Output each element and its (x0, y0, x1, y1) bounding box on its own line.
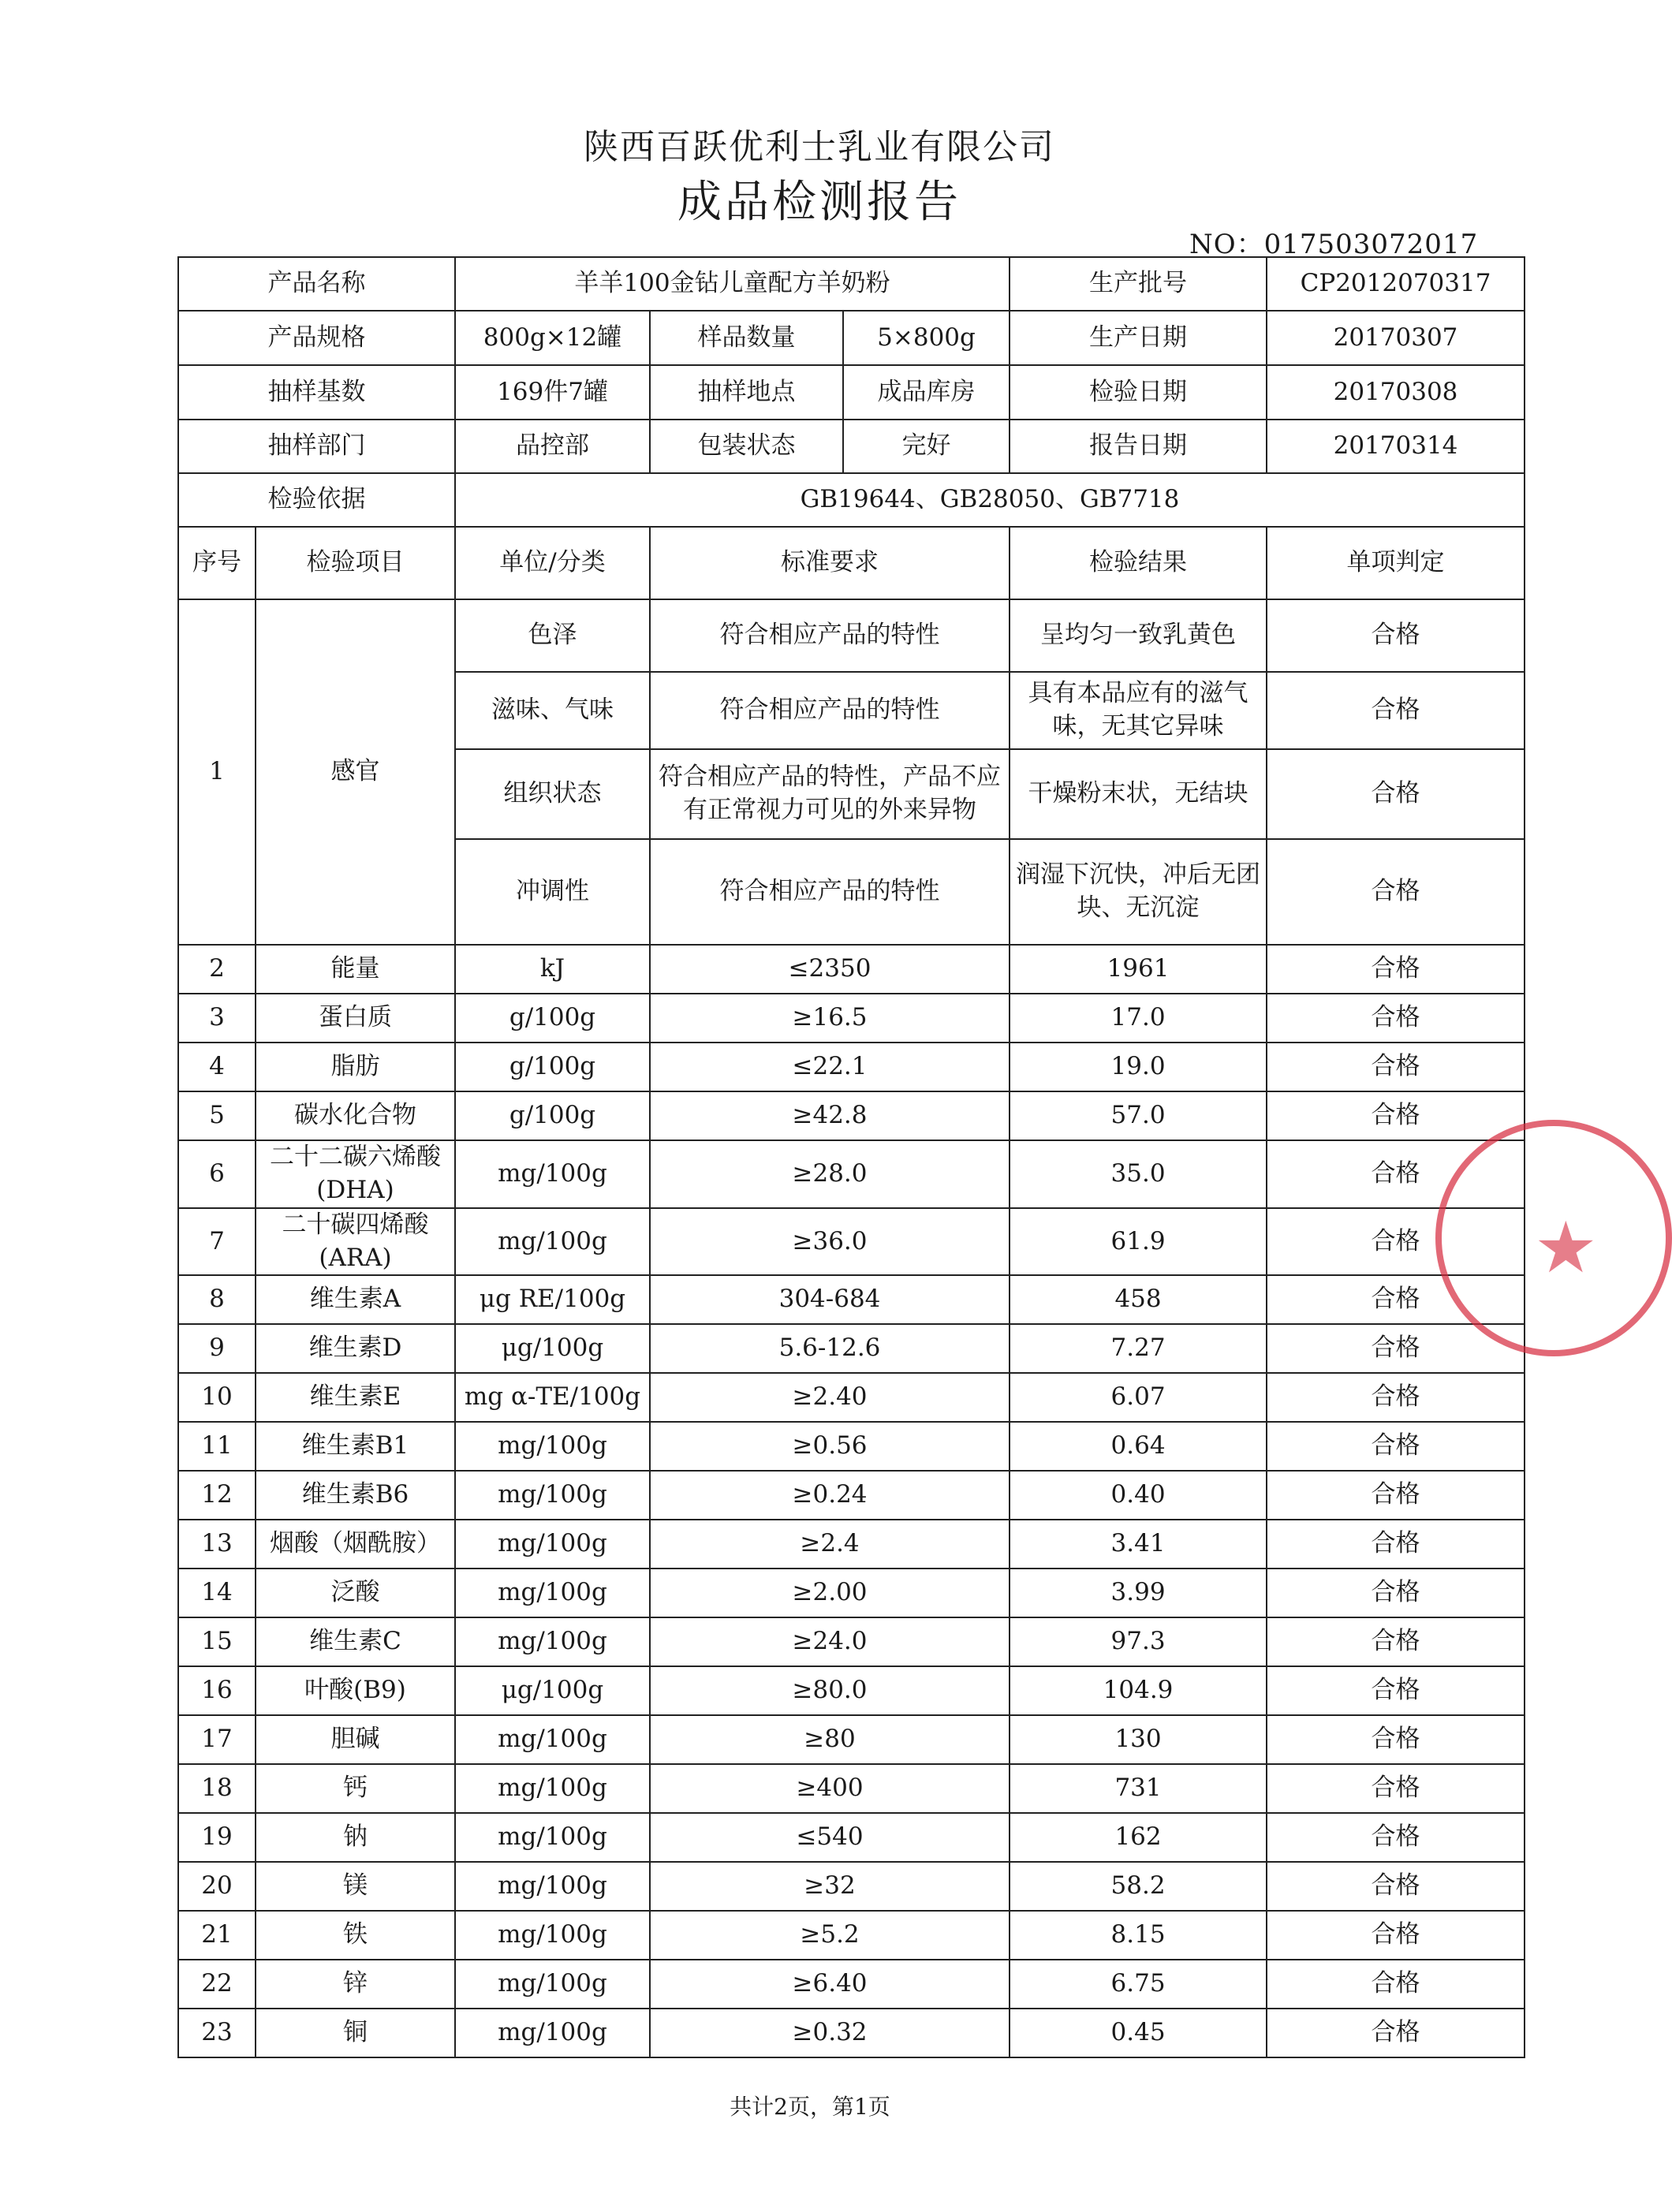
prod-date-label: 生产日期 (1010, 311, 1267, 365)
row-standard: ≥2.40 (650, 1373, 1010, 1422)
row-result: 17.0 (1010, 994, 1267, 1043)
sensory-cat: 滋味、气味 (455, 672, 650, 749)
table-row (178, 1960, 1525, 2009)
info-row-1 (178, 257, 1525, 311)
row-item: 维生素A (256, 1275, 455, 1324)
row-judgement: 合格 (1267, 2009, 1525, 2057)
row-no: 3 (178, 994, 256, 1043)
row-result: 3.41 (1010, 1520, 1267, 1569)
row-item: 维生素C (256, 1617, 455, 1666)
row-result: 6.75 (1010, 1960, 1267, 2009)
column-header-row (178, 527, 1525, 599)
row-item: 脂肪 (256, 1043, 455, 1091)
sensory-judge: 合格 (1267, 672, 1525, 749)
col-no: 序号 (178, 527, 256, 599)
row-result: 57.0 (1010, 1091, 1267, 1140)
row-standard: ≥28.0 (650, 1140, 1010, 1208)
row-standard: ≤540 (650, 1813, 1010, 1862)
row-no: 7 (178, 1208, 256, 1276)
row-no: 18 (178, 1764, 256, 1813)
spec-value: 800g×12罐 (455, 311, 650, 365)
report-table (177, 256, 1525, 2058)
table-row (178, 1043, 1525, 1091)
row-item: 钙 (256, 1764, 455, 1813)
row-unit: mg/100g (455, 1960, 650, 2009)
row-result: 58.2 (1010, 1862, 1267, 1911)
location-label: 抽样地点 (650, 365, 843, 420)
sensory-std: 符合相应产品的特性 (650, 599, 1010, 672)
row-item: 维生素B6 (256, 1471, 455, 1520)
row-unit: mg/100g (455, 1208, 650, 1276)
table-row (178, 1373, 1525, 1422)
table-row (178, 1813, 1525, 1862)
row-unit: mg/100g (455, 1520, 650, 1569)
row-standard: ≥2.00 (650, 1569, 1010, 1617)
dept-value: 品控部 (455, 420, 650, 473)
row-no: 9 (178, 1324, 256, 1373)
sample-qty-label: 样品数量 (650, 311, 843, 365)
row-no: 15 (178, 1617, 256, 1666)
row-no: 20 (178, 1862, 256, 1911)
row-judgement: 合格 (1267, 1617, 1525, 1666)
row-item: 烟酸（烟酰胺） (256, 1520, 455, 1569)
spec-label: 产品规格 (178, 311, 455, 365)
row-standard: ≥24.0 (650, 1617, 1010, 1666)
row-item: 碳水化合物 (256, 1091, 455, 1140)
row-unit: mg/100g (455, 1911, 650, 1960)
row-standard: ≥0.56 (650, 1422, 1010, 1471)
row-no: 6 (178, 1140, 256, 1208)
basis-label: 检验依据 (178, 473, 455, 527)
row-result: 35.0 (1010, 1140, 1267, 1208)
row-unit: μg/100g (455, 1666, 650, 1715)
row-item: 二十碳四烯酸(ARA) (256, 1208, 455, 1276)
col-unit: 单位/分类 (455, 527, 650, 599)
row-judgement: 合格 (1267, 1422, 1525, 1471)
row-judgement: 合格 (1267, 945, 1525, 994)
sensory-judge: 合格 (1267, 749, 1525, 839)
row-result: 104.9 (1010, 1666, 1267, 1715)
info-row-2 (178, 311, 1525, 365)
row-standard: 5.6-12.6 (650, 1324, 1010, 1373)
row-unit: mg/100g (455, 1422, 650, 1471)
row-result: 0.64 (1010, 1422, 1267, 1471)
row-item: 维生素D (256, 1324, 455, 1373)
row-unit: mg/100g (455, 1764, 650, 1813)
package-value: 完好 (843, 420, 1010, 473)
row-standard: ≥6.40 (650, 1960, 1010, 2009)
table-row (178, 1275, 1525, 1324)
sensory-cat: 组织状态 (455, 749, 650, 839)
row-unit: mg/100g (455, 1569, 650, 1617)
report-date-value: 20170314 (1267, 420, 1525, 473)
row-result: 6.07 (1010, 1373, 1267, 1422)
table-row (178, 1862, 1525, 1911)
row-no: 17 (178, 1715, 256, 1764)
row-item: 二十二碳六烯酸(DHA) (256, 1140, 455, 1208)
row-result: 731 (1010, 1764, 1267, 1813)
row-item: 镁 (256, 1862, 455, 1911)
table-row (178, 1666, 1525, 1715)
product-name-label: 产品名称 (178, 257, 455, 311)
col-standard: 标准要求 (650, 527, 1010, 599)
dept-label: 抽样部门 (178, 420, 455, 473)
row-unit: mg/100g (455, 2009, 650, 2057)
product-name: 羊羊100金钻儿童配方羊奶粉 (455, 257, 1010, 311)
table-row (178, 2009, 1525, 2057)
report-number: NO：017503072017 (1189, 229, 1479, 260)
sensory-row (178, 599, 1525, 672)
sensory-cat: 冲调性 (455, 839, 650, 945)
row-judgement: 合格 (1267, 1960, 1525, 2009)
batch-label: 生产批号 (1010, 257, 1267, 311)
row-item: 锌 (256, 1960, 455, 2009)
sensory-result: 具有本品应有的滋气味，无其它异味 (1010, 672, 1267, 749)
row-judgement: 合格 (1267, 1715, 1525, 1764)
report-title: 成品检测报告 (677, 177, 961, 228)
row-result: 1961 (1010, 945, 1267, 994)
sensory-std: 符合相应产品的特性 (650, 672, 1010, 749)
table-row (178, 1764, 1525, 1813)
row-item: 能量 (256, 945, 455, 994)
row-standard: ≥32 (650, 1862, 1010, 1911)
row-result: 97.3 (1010, 1617, 1267, 1666)
row-unit: g/100g (455, 1091, 650, 1140)
row-unit: mg/100g (455, 1140, 650, 1208)
row-judgement: 合格 (1267, 1569, 1525, 1617)
info-row-4 (178, 420, 1525, 473)
row-no: 21 (178, 1911, 256, 1960)
row-no: 11 (178, 1422, 256, 1471)
sensory-result: 干燥粉末状，无结块 (1010, 749, 1267, 839)
row-standard: ≥5.2 (650, 1911, 1010, 1960)
row-judgement: 合格 (1267, 1275, 1525, 1324)
sensory-judge: 合格 (1267, 599, 1525, 672)
row-item: 维生素B1 (256, 1422, 455, 1471)
row-item: 蛋白质 (256, 994, 455, 1043)
row-result: 3.99 (1010, 1569, 1267, 1617)
row-item: 钠 (256, 1813, 455, 1862)
page-footer: 共计2页，第1页 (730, 2094, 890, 2120)
row-unit: mg/100g (455, 1715, 650, 1764)
sensory-result: 呈均匀一致乳黄色 (1010, 599, 1267, 672)
row-no: 8 (178, 1275, 256, 1324)
row-result: 8.15 (1010, 1911, 1267, 1960)
row-result: 458 (1010, 1275, 1267, 1324)
row-judgement: 合格 (1267, 1140, 1525, 1208)
col-item: 检验项目 (256, 527, 455, 599)
row-item: 铜 (256, 2009, 455, 2057)
table-row (178, 1471, 1525, 1520)
row-item: 维生素E (256, 1373, 455, 1422)
info-row-5 (178, 473, 1525, 527)
table-row (178, 945, 1525, 994)
row-standard: ≥0.32 (650, 2009, 1010, 2057)
batch-value: CP2012070317 (1267, 257, 1525, 311)
row-unit: mg/100g (455, 1813, 650, 1862)
package-label: 包装状态 (650, 420, 843, 473)
sensory-cat: 色泽 (455, 599, 650, 672)
base-label: 抽样基数 (178, 365, 455, 420)
row-no: 13 (178, 1520, 256, 1569)
row-unit: mg/100g (455, 1471, 650, 1520)
row-unit: kJ (455, 945, 650, 994)
row-no: 14 (178, 1569, 256, 1617)
row-unit: mg α-TE/100g (455, 1373, 650, 1422)
row-result: 162 (1010, 1813, 1267, 1862)
company-name: 陕西百跃优利士乳业有限公司 (584, 127, 1055, 167)
test-date-value: 20170308 (1267, 365, 1525, 420)
row-judgement: 合格 (1267, 1043, 1525, 1091)
location-value: 成品库房 (843, 365, 1010, 420)
table-row (178, 1520, 1525, 1569)
row-no: 23 (178, 2009, 256, 2057)
seal-star-icon: ★ (1534, 1207, 1598, 1289)
table-row (178, 1208, 1525, 1276)
row-item: 铁 (256, 1911, 455, 1960)
sensory-item: 感官 (256, 599, 455, 945)
row-unit: g/100g (455, 1043, 650, 1091)
row-result: 0.40 (1010, 1471, 1267, 1520)
row-no: 4 (178, 1043, 256, 1091)
row-no: 10 (178, 1373, 256, 1422)
row-judgement: 合格 (1267, 1471, 1525, 1520)
row-standard: ≥2.4 (650, 1520, 1010, 1569)
row-item: 泛酸 (256, 1569, 455, 1617)
row-standard: ≤22.1 (650, 1043, 1010, 1091)
row-judgement: 合格 (1267, 1813, 1525, 1862)
row-result: 7.27 (1010, 1324, 1267, 1373)
row-standard: ≥36.0 (650, 1208, 1010, 1276)
info-row-3 (178, 365, 1525, 420)
table-row (178, 994, 1525, 1043)
row-standard: ≥80.0 (650, 1666, 1010, 1715)
row-standard: ≥400 (650, 1764, 1010, 1813)
row-result: 61.9 (1010, 1208, 1267, 1276)
row-judgement: 合格 (1267, 1520, 1525, 1569)
row-judgement: 合格 (1267, 1324, 1525, 1373)
table-row (178, 1715, 1525, 1764)
table-row (178, 1324, 1525, 1373)
row-unit: mg/100g (455, 1617, 650, 1666)
row-standard: 304-684 (650, 1275, 1010, 1324)
col-judgement: 单项判定 (1267, 527, 1525, 599)
sensory-no: 1 (178, 599, 256, 945)
row-no: 22 (178, 1960, 256, 2009)
row-unit: mg/100g (455, 1862, 650, 1911)
table-row (178, 1140, 1525, 1208)
row-result: 0.45 (1010, 2009, 1267, 2057)
sensory-result: 润湿下沉快，冲后无团块、无沉淀 (1010, 839, 1267, 945)
row-judgement: 合格 (1267, 1764, 1525, 1813)
report-date-label: 报告日期 (1010, 420, 1267, 473)
row-standard: ≥42.8 (650, 1091, 1010, 1140)
row-standard: ≥16.5 (650, 994, 1010, 1043)
row-judgement: 合格 (1267, 1862, 1525, 1911)
row-no: 12 (178, 1471, 256, 1520)
table-row (178, 1091, 1525, 1140)
table-row (178, 1911, 1525, 1960)
table-row (178, 1569, 1525, 1617)
row-result: 19.0 (1010, 1043, 1267, 1091)
row-no: 16 (178, 1666, 256, 1715)
row-no: 5 (178, 1091, 256, 1140)
basis-value: GB19644、GB28050、GB7718 (455, 473, 1525, 527)
prod-date-value: 20170307 (1267, 311, 1525, 365)
row-unit: g/100g (455, 994, 650, 1043)
row-no: 19 (178, 1813, 256, 1862)
row-standard: ≥0.24 (650, 1471, 1010, 1520)
test-date-label: 检验日期 (1010, 365, 1267, 420)
row-no: 2 (178, 945, 256, 994)
row-unit: μg/100g (455, 1324, 650, 1373)
row-judgement: 合格 (1267, 994, 1525, 1043)
row-judgement: 合格 (1267, 1208, 1525, 1276)
table-row (178, 1422, 1525, 1471)
col-result: 检验结果 (1010, 527, 1267, 599)
base-value: 169件7罐 (455, 365, 650, 420)
table-row (178, 1617, 1525, 1666)
row-item: 叶酸(B9) (256, 1666, 455, 1715)
row-standard: ≤2350 (650, 945, 1010, 994)
sensory-judge: 合格 (1267, 839, 1525, 945)
sensory-std: 符合相应产品的特性 (650, 839, 1010, 945)
row-result: 130 (1010, 1715, 1267, 1764)
row-judgement: 合格 (1267, 1091, 1525, 1140)
row-standard: ≥80 (650, 1715, 1010, 1764)
row-item: 胆碱 (256, 1715, 455, 1764)
sample-qty-value: 5×800g (843, 311, 1010, 365)
row-judgement: 合格 (1267, 1373, 1525, 1422)
row-unit: μg RE/100g (455, 1275, 650, 1324)
row-judgement: 合格 (1267, 1911, 1525, 1960)
sensory-std: 符合相应产品的特性，产品不应有正常视力可见的外来异物 (650, 749, 1010, 839)
row-judgement: 合格 (1267, 1666, 1525, 1715)
